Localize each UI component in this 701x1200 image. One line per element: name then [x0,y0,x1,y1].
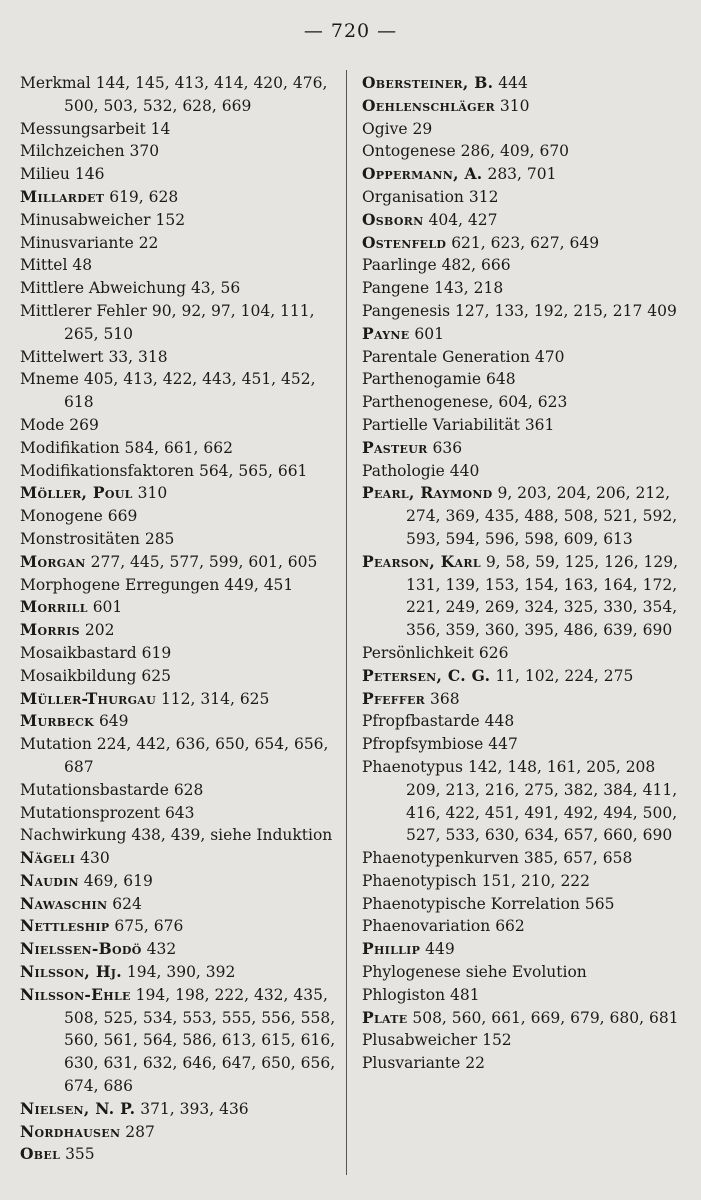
index-name: Naudin [20,870,79,890]
index-entry [362,95,692,118]
index-page-refs: 449 [425,940,455,959]
index-page-refs: 11, 102, 224, 275 [495,666,634,685]
index-entry [20,186,338,209]
index-name: Oppermann, A. [362,164,483,184]
index-column-left [20,72,338,1166]
index-entry [362,232,692,255]
index-page-refs: 355 [65,1145,95,1164]
index-entry [362,482,692,550]
index-name: Müller-Thurgau [20,688,156,708]
index-page-refs: 312 [468,187,499,206]
index-name: Möller, Poul [20,483,133,503]
index-page-refs: 194, 198, 222, 432, 435, 508, 525, 534, 553, 555, 556, 558, 560, 561, 564, 586, 613, 615, 616, 630, 631, 632, 646, 647, 650, 656, 674, 686 [64,985,336,1096]
index-page-refs: 621, 623, 627, 649 [451,233,600,252]
index-page-refs: 669 [107,507,138,526]
index-entry [362,1052,692,1075]
index-page-refs: 152 [482,1031,512,1050]
index-entry [362,72,692,95]
index-page-refs: 628 [173,780,204,799]
index-entry [362,1029,692,1052]
index-term: Mode [20,415,65,434]
index-entry [20,688,338,711]
index-page-refs: 624 [112,894,142,913]
index-term: Phaenotypische Korrelation [362,894,580,913]
index-entry [20,665,338,688]
index-entry [20,505,338,528]
index-entry [20,72,338,118]
index-entry [362,414,692,437]
index-term: Persönlichkeit [362,643,474,662]
index-entry [362,118,692,141]
index-term: Ogive [362,119,408,138]
index-term: Mosaikbastard [20,643,137,662]
index-entry [20,915,338,938]
index-page-refs: 448 [484,712,515,731]
index-name: Murbeck [20,711,94,731]
index-entry [20,938,338,961]
index-term: Phaenovariation [362,917,491,936]
index-page-refs: 144, 145, 413, 414, 420, 476, 500, 503, 532, 628, 669 [64,74,328,115]
index-page-refs: 438, 439, siehe Induktion [131,826,333,845]
index-page-refs: 9, 58, 59, 125, 126, 129, 131, 139, 153, 154, 163, 164, 172, 221, 249, 269, 324, 325, 330, 354, 356, 359, 360, 395, 486, 639, 690 [406,552,679,640]
index-page-refs: 152 [155,210,186,229]
index-page-refs: 370 [129,142,160,161]
index-page-refs: 601 [92,598,123,617]
index-entry [20,847,338,870]
index-term: Messungsarbeit [20,119,146,138]
index-entry [20,551,338,574]
index-name: Pasteur [362,437,428,457]
index-page-refs: 146 [74,165,105,184]
index-entry [20,140,338,163]
index-page-refs: 194, 390, 392 [126,963,236,982]
index-page-refs: 643 [164,803,195,822]
index-page-refs: 287 [125,1122,155,1141]
column-divider [346,70,347,1175]
index-entry [362,961,692,984]
index-term: Modifikation [20,438,120,457]
index-term: Parentale Generation [362,347,530,366]
index-entry [20,254,338,277]
index-page-refs: 283, 701 [487,165,557,184]
index-page-refs: 224, 442, 636, 650, 654, 656, 687 [64,735,329,776]
index-name: Nordhausen [20,1121,121,1141]
index-term: Mneme [20,370,79,389]
index-page-refs: 371, 393, 436 [140,1099,249,1118]
index-name: Petersen, C. G. [362,665,491,685]
index-page-refs: 449, 451 [224,575,294,594]
index-page-refs: 112, 314, 625 [160,689,270,708]
index-term: Mittelwert [20,347,104,366]
index-name: Morgan [20,551,86,571]
index-term: Mittlere Abweichung [20,279,186,298]
index-term: Plusabweicher [362,1031,478,1050]
index-page-refs: 202 [84,621,115,640]
index-term: Pangenesis [362,301,451,320]
index-term: Mittlerer Fehler [20,301,147,320]
index-entry [20,802,338,825]
index-entry [20,163,338,186]
index-page-refs: 310 [499,96,530,115]
index-term: Merkmal [20,74,91,92]
index-entry [20,984,338,1098]
index-entry [362,847,692,870]
index-page-refs: 368 [430,689,460,708]
index-page-refs: 29 [412,119,433,138]
index-page-refs: 286, 409, 670 [460,142,570,161]
index-page-refs: 9, 203, 204, 206, 212, 274, 369, 435, 488, 508, 521, 592, 593, 594, 596, 598, 609, 613 [406,484,678,548]
index-entry [362,1007,692,1030]
index-page-refs: 385, 657, 658 [523,849,633,868]
index-term: Mutation [20,735,92,754]
index-entry [20,414,338,437]
index-page-refs: 143, 218 [434,279,504,298]
index-page-refs: 662 [495,917,525,936]
index-entry [20,209,338,232]
index-page-refs: 14 [150,119,171,138]
index-page-refs: 22 [138,233,159,252]
index-entry [362,323,692,346]
index-name: Phillip [362,939,421,959]
index-term: Phlogiston [362,985,446,1004]
index-name: Nägeli [20,848,76,868]
index-name: Obel [20,1144,61,1164]
index-term: Milieu [20,165,70,184]
index-page-refs: 626 [478,643,509,662]
index-term: Ontogenese [362,142,456,161]
index-page-refs: 675, 676 [114,917,184,936]
index-entry [20,961,338,984]
index-entry [20,1098,338,1121]
index-term: Monogene [20,507,103,526]
index-name: Pearl, Raymond [362,483,493,503]
index-entry [20,596,338,619]
index-term: Minusvariante [20,233,134,252]
index-entry [362,163,692,186]
index-term: Partielle Variabilität [362,415,520,434]
index-entry [362,368,692,391]
index-term: Minusabweicher [20,210,151,229]
index-name: Payne [362,323,410,343]
index-term: Organisation [362,187,464,206]
index-page-refs: 649 [98,712,129,731]
index-entry [20,619,338,642]
index-entry [362,665,692,688]
index-page-refs: 22 [465,1054,485,1073]
index-page-refs: 604, 623 [498,393,568,412]
index-entry [362,938,692,961]
index-entry [20,232,338,255]
index-term: Pfropfsymbiose [362,735,484,754]
index-entry [20,1143,338,1166]
index-term: Nachwirkung [20,826,127,845]
index-name: Nielsen, N. P. [20,1098,136,1118]
index-page-refs: 648 [486,370,516,389]
index-entry [362,551,692,642]
index-term: Parthenogamie [362,370,482,389]
index-entry [20,368,338,414]
index-entry [362,915,692,938]
index-entry [20,870,338,893]
index-name: Ostenfeld [362,232,447,252]
index-entry [362,893,692,916]
index-entry [20,893,338,916]
index-term: Phaenotypisch [362,871,477,890]
index-term: Parthenogenese, [362,393,494,412]
index-name: Nielssen-Bodö [20,939,142,959]
index-page-refs: 43, 56 [190,279,241,298]
index-entry [362,710,692,733]
index-entry [20,574,338,597]
index-entry [362,209,692,232]
index-entry [20,460,338,483]
index-entry [20,824,338,847]
index-page-refs: 361 [524,415,555,434]
index-entry [20,733,338,779]
index-page-refs: 432 [146,940,177,959]
index-page-refs: 564, 565, 661 [198,461,308,480]
index-page-refs: 601 [414,324,444,343]
index-entry [362,277,692,300]
index-term: Milchzeichen [20,142,125,161]
index-entry [20,710,338,733]
index-entry [20,528,338,551]
index-term: Phaenotypus [362,757,463,776]
index-term: Mittel [20,256,68,275]
index-name: Morris [20,620,80,640]
index-entry [362,756,692,847]
index-term: Pfropfbastarde [362,712,480,731]
index-entry [362,186,692,209]
index-term: Mutationsprozent [20,803,160,822]
index-name: Morrill [20,597,88,617]
index-name: Obersteiner, B. [362,73,494,92]
index-page-refs: 33, 318 [108,347,168,366]
index-page-refs: 285 [144,529,175,548]
index-page-refs: 277, 445, 577, 599, 601, 605 [90,552,318,571]
index-name: Nettleship [20,916,110,936]
index-page-refs: 625 [141,666,171,685]
index-name: Oehlenschläger [362,95,495,115]
index-page-refs: 430 [80,849,110,868]
index-entry [20,437,338,460]
index-page-refs: 447 [488,735,518,754]
index-name: Pearson, Karl [362,551,481,571]
index-name: Pfeffer [362,688,426,708]
index-entry [362,254,692,277]
index-entry [20,277,338,300]
index-page-refs: 481 [450,985,480,1004]
index-page-refs: 48 [72,256,93,275]
index-entry [20,779,338,802]
index-entry [20,482,338,505]
index-entry [362,984,692,1007]
index-entry [20,300,338,346]
index-page-refs: 619 [141,643,172,662]
index-page-refs: 440 [449,461,480,480]
index-name: Nilsson-Ehle [20,984,131,1004]
index-entry [20,642,338,665]
index-entry [362,300,692,323]
index-page-refs: 584, 661, 662 [124,438,233,457]
index-entry [362,391,692,414]
index-page-refs: 310 [137,484,168,503]
index-name: Nilsson, Hj. [20,962,122,982]
index-term: Morphogene Erregungen [20,575,220,594]
index-name: Millardet [20,186,105,206]
index-name: Nawaschin [20,893,108,913]
index-page-refs: 470 [534,347,565,366]
index-entry [20,346,338,369]
index-term: Plusvariante [362,1054,461,1073]
index-page-refs: 405, 413, 422, 443, 451, 452, 618 [64,370,316,412]
index-name: Osborn [362,209,424,229]
index-term: Mosaikbildung [20,666,137,685]
index-page-refs: 269 [69,415,99,434]
index-term: Phylogenese siehe Evolution [362,963,587,982]
page-number: — 720 — [303,20,398,42]
index-entry [362,870,692,893]
index-term: Phaenotypenkurven [362,849,519,868]
index-entry [362,437,692,460]
index-page-refs: 565 [584,894,615,913]
index-page-refs: 404, 427 [428,210,498,229]
index-entry [20,118,338,141]
index-page-refs: 508, 560, 661, 669, 679, 680, 681 [412,1008,679,1027]
index-page-refs: 469, 619 [83,871,153,890]
index-term: Mutationsbastarde [20,780,169,799]
index-page-refs: 90, 92, 97, 104, 111, 265, 510 [64,301,315,343]
index-term: Pathologie [362,461,445,480]
index-page-refs: 444 [498,74,528,92]
index-term: Modifikationsfaktoren [20,461,195,480]
index-page-refs: 127, 133, 192, 215, 217 409 [455,301,677,320]
index-entry [362,140,692,163]
index-column-right [362,72,692,1075]
index-entry [362,346,692,369]
index-page-refs: 151, 210, 222 [481,871,591,890]
index-name: Plate [362,1007,408,1027]
index-entry [20,1121,338,1144]
index-page-refs: 636 [432,438,463,457]
index-page-refs: 482, 666 [441,256,511,275]
index-entry [362,460,692,483]
index-entry [362,733,692,756]
index-term: Pangene [362,279,430,298]
index-page-refs: 142, 148, 161, 205, 208 209, 213, 216, 275, 382, 384, 411, 416, 422, 451, 491, 492, 494, 500, 527, 533, 630, 634, 657, 660, 690 [406,757,678,845]
index-term: Monstrositäten [20,529,140,548]
index-term: Paarlinge [362,256,437,275]
index-entry [362,688,692,711]
index-page-refs: 619, 628 [109,187,179,206]
index-entry [362,642,692,665]
